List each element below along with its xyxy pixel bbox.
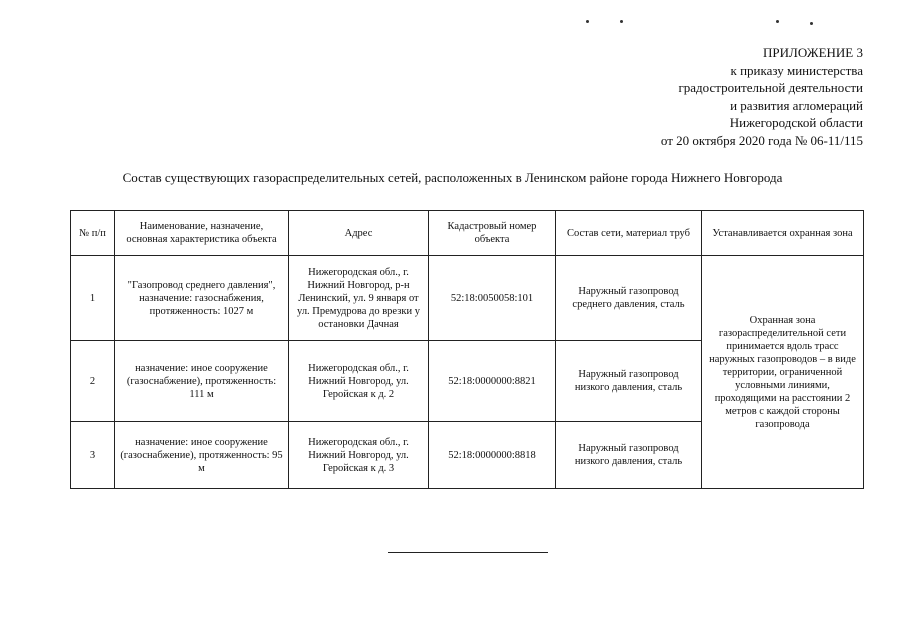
- row-number: 3: [71, 422, 115, 489]
- column-header-zone: Устанавливается охранная зона: [702, 211, 864, 256]
- object-name: назначение: иное сооружение (газоснабжение), протяженность: 111 м: [115, 341, 289, 422]
- column-header-cadastral: Кадастровый номер объекта: [429, 211, 556, 256]
- scan-speck: [620, 20, 623, 23]
- column-header-address: Адрес: [289, 211, 429, 256]
- object-address: Нижегородская обл., г. Нижний Новгород, ул. Геройская к д. 2: [289, 341, 429, 422]
- column-header-name: Наименование, назначение, основная характеристика объекта: [115, 211, 289, 256]
- column-header-network: Состав сети, материал труб: [556, 211, 702, 256]
- order-reference: к приказу министерства: [730, 62, 863, 78]
- scan-speck: [776, 20, 779, 23]
- cadastral-number: 52:18:0050058:101: [429, 256, 556, 341]
- region-line: Нижегородской области: [729, 115, 863, 130]
- network-composition: Наружный газопровод низкого давления, сталь: [556, 422, 702, 489]
- ministry-line: и развития агломераций: [730, 97, 863, 113]
- table-header-row: [71, 211, 864, 256]
- ministry-line: градостроительной деятельности: [678, 80, 863, 95]
- appendix-header: [661, 44, 863, 149]
- row-number: 1: [71, 256, 115, 341]
- scan-speck: [810, 22, 813, 25]
- network-composition: Наружный газопровод низкого давления, сталь: [556, 341, 702, 422]
- table-row: [71, 256, 864, 341]
- appendix-label: ПРИЛОЖЕНИЕ 3: [763, 45, 863, 60]
- object-name: "Газопровод среднего давления", назначение: газоснабжения, протяженность: 1027 м: [115, 256, 289, 341]
- column-header-number: № п/п: [71, 211, 115, 256]
- cadastral-number: 52:18:0000000:8821: [429, 341, 556, 422]
- object-address: Нижегородская обл., г. Нижний Новгород, ул. Геройская к д. 3: [289, 422, 429, 489]
- footer-divider: [388, 552, 548, 553]
- object-address: Нижегородская обл., г. Нижний Новгород, р-н Ленинский, ул. 9 января от ул. Премудрова до врезки у остановки Дачная: [289, 256, 429, 341]
- document-title: Состав существующих газораспределительных сетей, расположенных в Ленинском районе города Нижнего Новгорода: [122, 170, 783, 185]
- row-number: 2: [71, 341, 115, 422]
- protection-zone-description: Охранная зона газораспределительной сети принимается вдоль трасс наружных газопроводов – в виде территории, ограниченной условными линиями, проходящими на расстоянии 2 метров с каждой стороны газопровода: [702, 256, 864, 489]
- cadastral-number: 52:18:0000000:8818: [429, 422, 556, 489]
- order-date: от 20 октября 2020 года № 06-11/115: [660, 132, 863, 148]
- scan-speck: [586, 20, 589, 23]
- object-name: назначение: иное сооружение (газоснабжение), протяженность: 95 м: [115, 422, 289, 489]
- gas-network-table: [70, 210, 864, 489]
- network-composition: Наружный газопровод среднего давления, сталь: [556, 256, 702, 341]
